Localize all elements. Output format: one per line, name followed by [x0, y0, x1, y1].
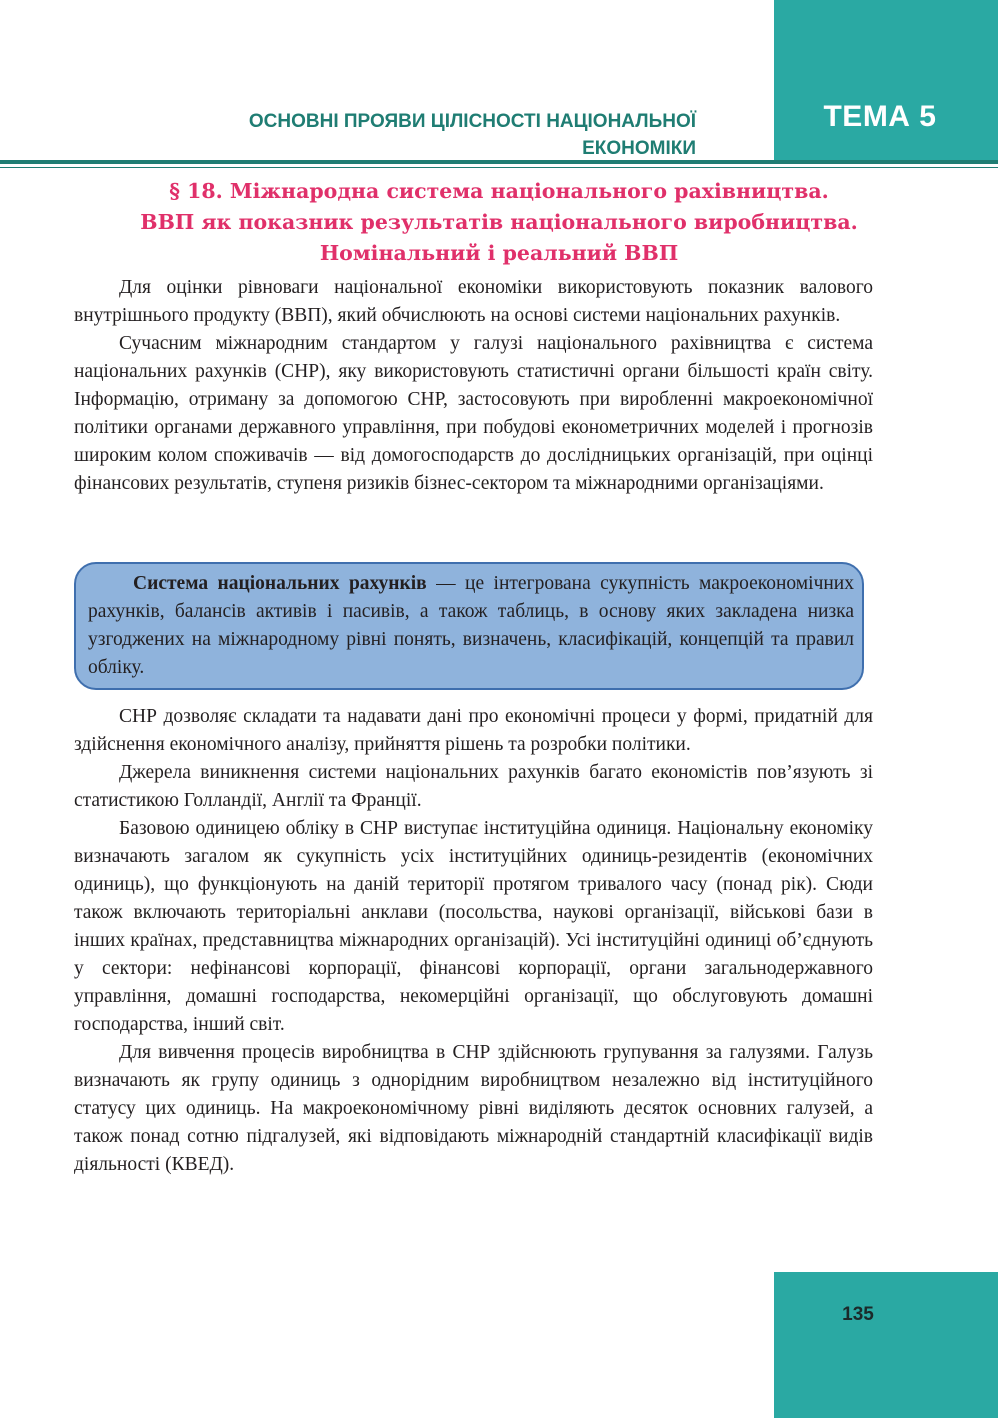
- definition-body: — це інтегрована сукупність макроекономічних рахунків, балансів активів і пасивів, а також таблиць, в основу яких закладена низка узгоджених на міжнародному рівні понять, визначень, класифікацій, концепцій та правил обліку.: [88, 573, 854, 678]
- running-header: [76, 108, 696, 162]
- paragraph: Джерела виникнення системи національних рахунків багато економістів пов’язують зі статистикою Голландії, Англії та Франції.: [74, 762, 873, 811]
- header-divider: [0, 160, 998, 164]
- paragraph: Сучасним міжнародним стандартом у галузі національного рахівництва є система національних рахунків (СНР), яку використовують статистичні органи більшості країн світу. Інформацію, отриману за допомогою СНР, застосовують при виробленні макроекономічної політики органами державного управління, при побудові економетричних моделей і прогнозів широким колом споживачів — від домогосподарств до дослідницьких організацій, при оцінці фінансових результатів, ступеня ризиків бізнес-сектором та міжнародними організаціями.: [74, 333, 873, 494]
- page-number: 135: [842, 1304, 874, 1325]
- definition-term: Система національних рахунків: [133, 573, 427, 594]
- section-title-line: § 18. Міжнародна система національного рахівництва.: [169, 179, 829, 203]
- paragraph: Для оцінки рівноваги національної економіки використовують показник валового внутрішнього продукту (ВВП), який обчислюють на основі системи національних рахунків.: [74, 277, 873, 326]
- page-number-tab: [774, 1272, 998, 1418]
- section-title-line: Номінальний і реальний ВВП: [319, 241, 679, 265]
- topic-label: ТЕМА 5: [823, 100, 937, 133]
- section-title: [60, 176, 938, 269]
- definition-text: [88, 570, 854, 682]
- topic-tab: [774, 0, 998, 160]
- header-divider-thin: [0, 167, 998, 168]
- running-header-line: ЕКОНОМІКИ: [582, 138, 696, 159]
- paragraph: Для вивчення процесів виробництва в СНР здійснюють групування за галузями. Галузь визначають як групу одиниць з однорідним виробництвом незалежно від інституційного статусу цих одиниць. На макроекономічному рівні виділяють десяток основних галузей, а також понад сотню підгалузей, які відповідають міжнародній стандартній класифікації видів діяльності (КВЕД).: [74, 1042, 873, 1175]
- paragraph: Базовою одиницею обліку в СНР виступає інституційна одиниця. Національну економіку визначають загалом як сукупність усіх інституційних одиниць-резидентів (економічних одиниць), що функціонують на даній території протягом тривалого часу (понад рік). Сюди також включають територіальні анклави (посольства, наукові організації, військові бази в інших країнах, представництва міжнародних організацій). Усі інституційні одиниці об’єднують у сектори: нефінансові корпорації, фінансові корпорації, органи загальнодержавного управління, домашні господарства, некомерційні організації, що обслуговують домашні господарства, інший світ.: [74, 818, 873, 1035]
- running-header-line: ОСНОВНІ ПРОЯВИ ЦІЛІСНОСТІ НАЦІОНАЛЬНОЇ: [248, 111, 696, 132]
- definition-box: [74, 562, 864, 690]
- paragraph: СНР дозволяє складати та надавати дані про економічні процеси у формі, придатній для здійснення економічного аналізу, прийняття рішень та розробки політики.: [74, 706, 873, 755]
- body-text-bottom: [74, 703, 873, 1179]
- body-text-top: [74, 274, 873, 498]
- section-title-line: ВВП як показник результатів національного виробництва.: [140, 210, 858, 234]
